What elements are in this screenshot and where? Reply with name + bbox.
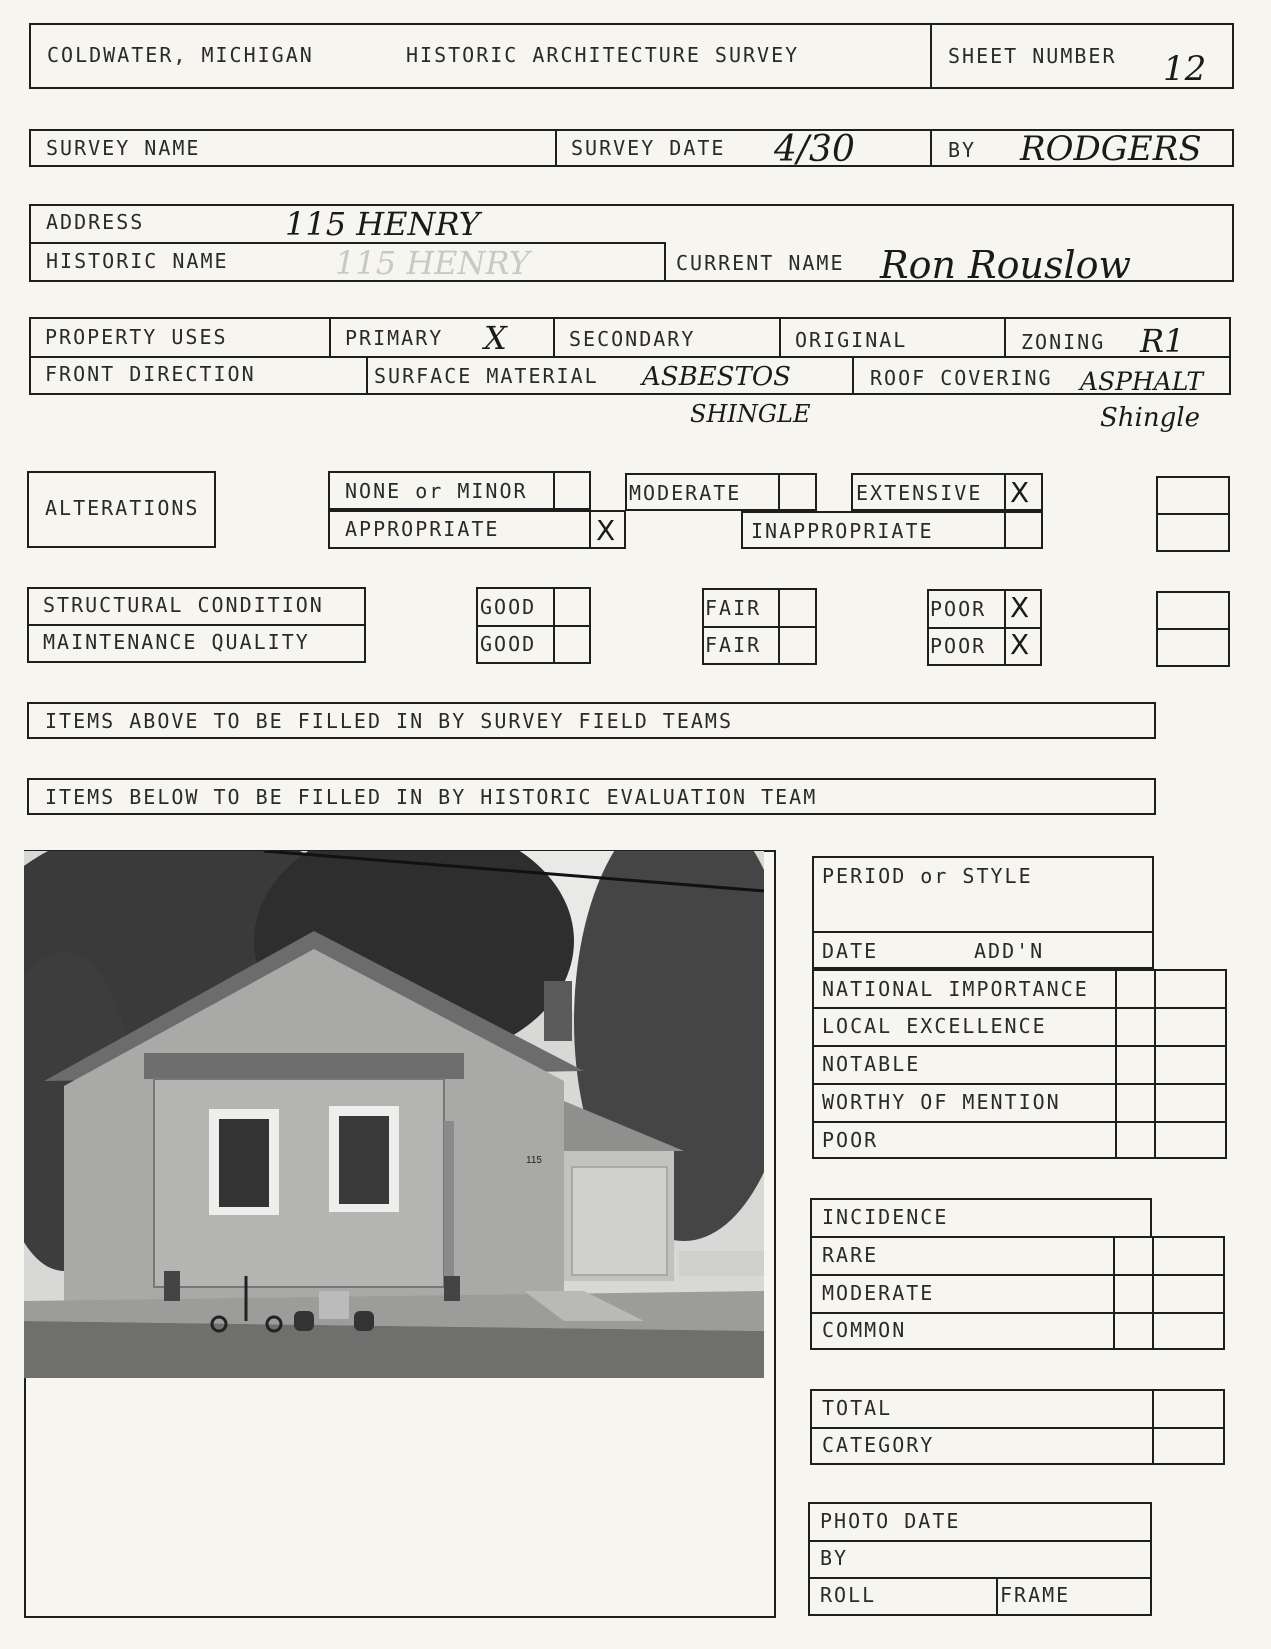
zoning-label: ZONING <box>1021 330 1106 354</box>
historic-name-label: HISTORIC NAME <box>46 249 229 273</box>
good-vline <box>553 587 555 664</box>
items-above-note: ITEMS ABOVE TO BE FILLED IN BY SURVEY FIELD TEAMS <box>45 709 734 733</box>
date-label: DATE <box>822 939 879 963</box>
address-value: 115 HENRY <box>285 205 480 243</box>
city-label: COLDWATER, MICHIGAN <box>47 43 314 67</box>
maintenance-poor-mark: X <box>1010 628 1030 661</box>
alt-score-hline <box>1156 513 1230 515</box>
local-excellence-label: LOCAL EXCELLENCE <box>822 1014 1047 1038</box>
current-name-label: CURRENT NAME <box>676 251 845 275</box>
importance-hline-1 <box>812 1007 1227 1009</box>
maintenance-quality-label: MAINTENANCE QUALITY <box>43 630 310 654</box>
incidence-label: INCIDENCE <box>822 1205 949 1229</box>
maintenance-good-label: GOOD <box>480 632 537 656</box>
importance-hline-2 <box>812 1045 1227 1047</box>
common-label: COMMON <box>822 1318 907 1342</box>
extensive-mark: X <box>1010 476 1030 509</box>
surface-material-value-1: ASBESTOS <box>642 362 791 392</box>
period-style-label: PERIOD or STYLE <box>822 864 1033 888</box>
incidence-hline-2 <box>810 1312 1225 1314</box>
secondary-label: SECONDARY <box>569 327 696 351</box>
prop-div-3 <box>779 317 781 356</box>
header-divider <box>930 23 932 89</box>
structural-fair-label: FAIR <box>705 596 762 620</box>
surface-material-value-2: SHINGLE <box>690 400 811 428</box>
structural-poor-label: POOR <box>930 597 987 621</box>
alterations-label: ALTERATIONS <box>45 496 200 520</box>
appropriate-label: APPROPRIATE <box>345 517 500 541</box>
worthy-of-mention-label: WORTHY OF MENTION <box>822 1090 1061 1114</box>
historic-name-value: 115 HENRY <box>335 244 530 282</box>
extensive-label: EXTENSIVE <box>856 481 983 505</box>
survey-date-value: 4/30 <box>774 129 855 170</box>
survey-by-label: BY <box>948 138 977 162</box>
importance-vline-2 <box>1154 969 1156 1159</box>
sheet-number-value: 12 <box>1163 49 1207 89</box>
surface-material-label: SURFACE MATERIAL <box>374 364 599 388</box>
current-name-value: Ron Rouslow <box>880 243 1132 287</box>
survey-by-value: RODGERS <box>1020 129 1202 169</box>
prop-div-4 <box>1004 317 1006 356</box>
notable-label: NOTABLE <box>822 1052 921 1076</box>
alt-appropriate-cell-div <box>589 510 591 549</box>
good-hline <box>476 625 591 627</box>
importance-hline-4 <box>812 1121 1227 1123</box>
inappropriate-label: INAPPROPRIATE <box>751 519 934 543</box>
roof-covering-label: ROOF COVERING <box>870 366 1053 390</box>
survey-div-1 <box>555 129 557 167</box>
photo-info-hline-1 <box>808 1540 1152 1542</box>
condition-score-hline <box>1156 628 1230 630</box>
survey-name-label: SURVEY NAME <box>46 136 201 160</box>
sheet-number-label: SHEET NUMBER <box>948 44 1117 68</box>
alt-inappropriate-cell-div <box>1004 511 1006 549</box>
category-label: CATEGORY <box>822 1433 935 1457</box>
survey-date-label: SURVEY DATE <box>571 136 726 160</box>
survey-div-2 <box>930 129 932 167</box>
address-label: ADDRESS <box>46 210 145 234</box>
prop-div-5 <box>366 356 368 395</box>
frame-label: FRAME <box>1000 1583 1071 1607</box>
property-hline <box>29 356 1231 358</box>
photo-info-vline <box>996 1577 998 1616</box>
moderate-label: MODERATE <box>629 481 742 505</box>
original-label: ORIGINAL <box>795 328 908 352</box>
roof-covering-value-1: ASPHALT <box>1080 367 1204 396</box>
importance-vline <box>1115 969 1117 1159</box>
totals-hline <box>810 1427 1225 1429</box>
incidence-vline <box>1113 1236 1115 1350</box>
zoning-value: R1 <box>1140 322 1185 360</box>
front-direction-label: FRONT DIRECTION <box>45 362 256 386</box>
survey-title: HISTORIC ARCHITECTURE SURVEY <box>406 43 800 67</box>
importance-hline-3 <box>812 1083 1227 1085</box>
photo-info-hline-2 <box>808 1577 1152 1579</box>
addn-label: ADD'N <box>974 939 1045 963</box>
structural-good-label: GOOD <box>480 595 537 619</box>
primary-mark: X <box>484 319 507 357</box>
poor-rating-label: POOR <box>822 1128 879 1152</box>
maintenance-poor-label: POOR <box>930 634 987 658</box>
incidence-hline-1 <box>810 1274 1225 1276</box>
prop-div-6 <box>852 356 854 395</box>
condition-label-hline <box>27 624 366 626</box>
moderate-incidence-label: MODERATE <box>822 1281 935 1305</box>
national-importance-label: NATIONAL IMPORTANCE <box>822 977 1089 1001</box>
structural-poor-mark: X <box>1010 591 1030 624</box>
structural-condition-label: STRUCTURAL CONDITION <box>43 593 324 617</box>
house-number: 115 <box>526 1155 542 1166</box>
photo-by-label: BY <box>820 1546 849 1570</box>
alt-extensive-cell-div <box>1004 473 1006 511</box>
alt-none-cell-div <box>553 471 555 510</box>
maintenance-fair-label: FAIR <box>705 633 762 657</box>
alt-moderate-cell-div <box>778 473 780 511</box>
roof-covering-value-2: Shingle <box>1100 403 1200 433</box>
roll-label: ROLL <box>820 1583 877 1607</box>
total-label: TOTAL <box>822 1396 893 1420</box>
fair-hline <box>702 626 817 628</box>
items-below-note: ITEMS BELOW TO BE FILLED IN BY HISTORIC EVALUATION TEAM <box>45 785 818 809</box>
address-vline <box>664 242 666 282</box>
prop-div-2 <box>553 317 555 356</box>
incidence-vline-2 <box>1152 1236 1154 1350</box>
house-photo <box>24 851 764 1378</box>
prop-div-1 <box>329 317 331 356</box>
primary-label: PRIMARY <box>345 326 444 350</box>
appropriate-mark: X <box>596 514 616 547</box>
photo-date-label: PHOTO DATE <box>820 1509 961 1533</box>
rare-label: RARE <box>822 1243 879 1267</box>
property-uses-label: PROPERTY USES <box>45 325 228 349</box>
none-minor-label: NONE or MINOR <box>345 479 528 503</box>
fair-vline <box>778 588 780 665</box>
poor-vline <box>1004 589 1006 666</box>
